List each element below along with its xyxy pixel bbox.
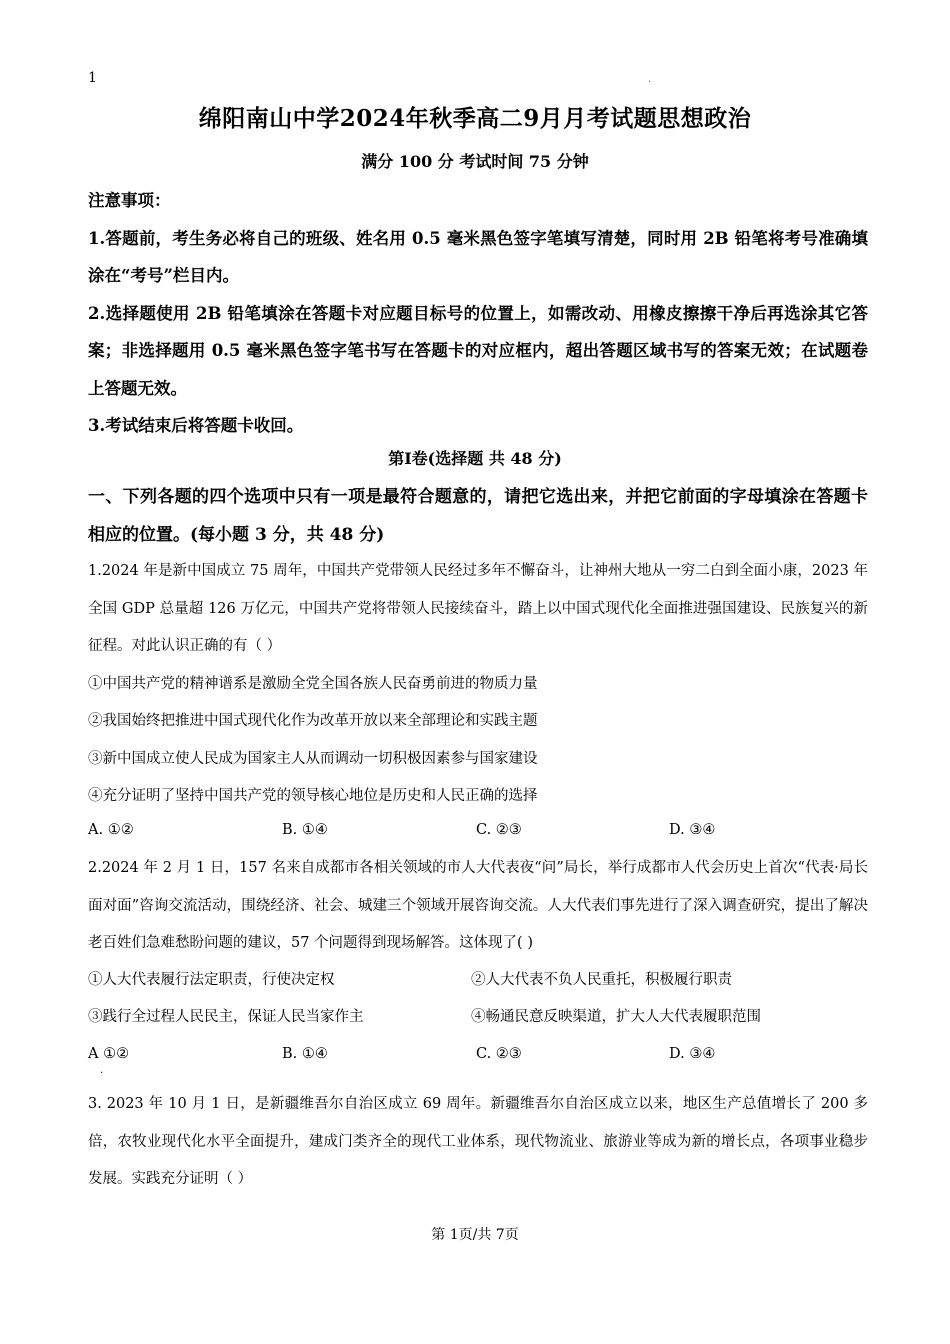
question-2-statement-4: ④畅通民意反映渠道，扩大人大代表履职范围 <box>471 1009 761 1025</box>
question-2-statement-1: ①人大代表履行法定职责，行使决定权 <box>88 972 335 988</box>
notice-item-2: 2.选择题使用 2B 铅笔填涂在答题卡对应题目标号的位置上，如需改动、用橡皮擦擦干净后再选涂其它答案；非选择题用 0.5 毫米黑色签字笔书写在答题卡的对应框内，超出答题区域书写的答案无效；在试题卷上答题无效。 <box>88 303 868 398</box>
question-1-option-a: A. ①② <box>88 822 134 838</box>
question-2-options <box>88 1036 868 1073</box>
question-2-statement-2: ②人大代表不负人民重托，积极履行职责 <box>471 972 732 988</box>
corner-mark: 1 <box>88 70 97 86</box>
question-2-statement-3: ③践行全过程人民民主，保证人民当家作主 <box>88 1009 364 1025</box>
question-2-option-a: A ①② <box>88 1046 130 1062</box>
page-footer: 第 1页/共 7页 <box>431 1227 519 1243</box>
notice-block <box>88 182 868 445</box>
stray-dot: . <box>100 1065 104 1076</box>
notice-heading: 注意事项： <box>88 191 171 210</box>
notice-item-1: 1.答题前，考生务必将自己的班级、姓名用 0.5 毫米黑色签字笔填写清楚，同时用 2B 铅笔将考号准确填涂在“考号”栏目内。 <box>88 228 868 285</box>
question-2-stem: 2.2024 年 2 月 1 日，157 名来自成都市各相关领域的市人大代表夜“问”局长，举行成都市人代会历史上首次“代表·局长面对面”咨询交流活动，围绕经济、社会、城建三个领域开展咨询交流。人大代表们事先进行了深入调查研究，提出了解决老百姓们急难愁盼问题的建议，57 个问题得到现场解答。这体现了( ) <box>88 860 868 951</box>
question-1-option-b: B. ①④ <box>282 822 328 838</box>
section-title: 第Ⅰ卷(选择题 共 48 分) <box>388 449 562 468</box>
question-2-option-b: B. ①④ <box>282 1046 328 1062</box>
question-1-statement-4: ④充分证明了坚持中国共产党的领导核心地位是历史和人民正确的选择 <box>88 788 538 804</box>
question-2-option-d: D. ③④ <box>669 1046 716 1062</box>
question-1-option-d: D. ③④ <box>669 822 716 838</box>
page-subtitle: 满分 100 分 考试时间 75 分钟 <box>361 152 589 171</box>
question-1-option-c: C. ②③ <box>476 822 522 838</box>
notice-item-3: 3.考试结束后将答题卡收回。 <box>88 416 304 435</box>
question-2 <box>88 850 868 963</box>
question-3 <box>88 1086 868 1199</box>
question-1-options <box>88 812 868 849</box>
question-3-stem: 3. 2023 年 10 月 1 日，是新疆维吾尔自治区成立 69 周年。新疆维吾尔自治区成立以来，地区生产总值增长了 200 多倍，农牧业现代化水平全面提升，建成门类齐全的现代工业体系，现代物流业、旅游业等成为新的增长点，各项事业稳步发展。实践充分证明（ ） <box>88 1096 868 1187</box>
question-2-option-c: C. ②③ <box>476 1046 522 1062</box>
question-1-statement-1: ①中国共产党的精神谱系是激励全党全国各族人民奋勇前进的物质力量 <box>88 675 538 692</box>
question-1-statement-3: ③新中国成立使人民成为国家主人从而调动一切积极因素参与国家建设 <box>88 750 538 767</box>
question-2-statements-row-1 <box>88 962 868 999</box>
question-2-statements-row-2 <box>88 999 868 1036</box>
question-1 <box>88 553 868 816</box>
page-title: 绵阳南山中学2024年秋季高二9月月考试题思想政治 <box>198 105 752 132</box>
part-one-instructions: 一、下列各题的四个选项中只有一项是最符合题意的，请把它选出来，并把它前面的字母填涂在答题卡相应的位置。(每小题 3 分，共 48 分) <box>88 487 868 545</box>
dot-mark: . <box>648 74 652 85</box>
question-1-stem: 1.2024 年是新中国成立 75 周年，中国共产党带领人民经过多年不懈奋斗，让神州大地从一穷二白到全面小康，2023 年全国 GDP 总量超 126 万亿元，中国共产党将带领人民接续奋斗，踏上以中国式现代化全面推进强国建设、民族复兴的新征程。对此认识正确的有（ ） <box>88 563 868 654</box>
question-1-statement-2: ②我国始终把推进中国式现代化作为改革开放以来全部理论和实践主题 <box>88 713 538 729</box>
